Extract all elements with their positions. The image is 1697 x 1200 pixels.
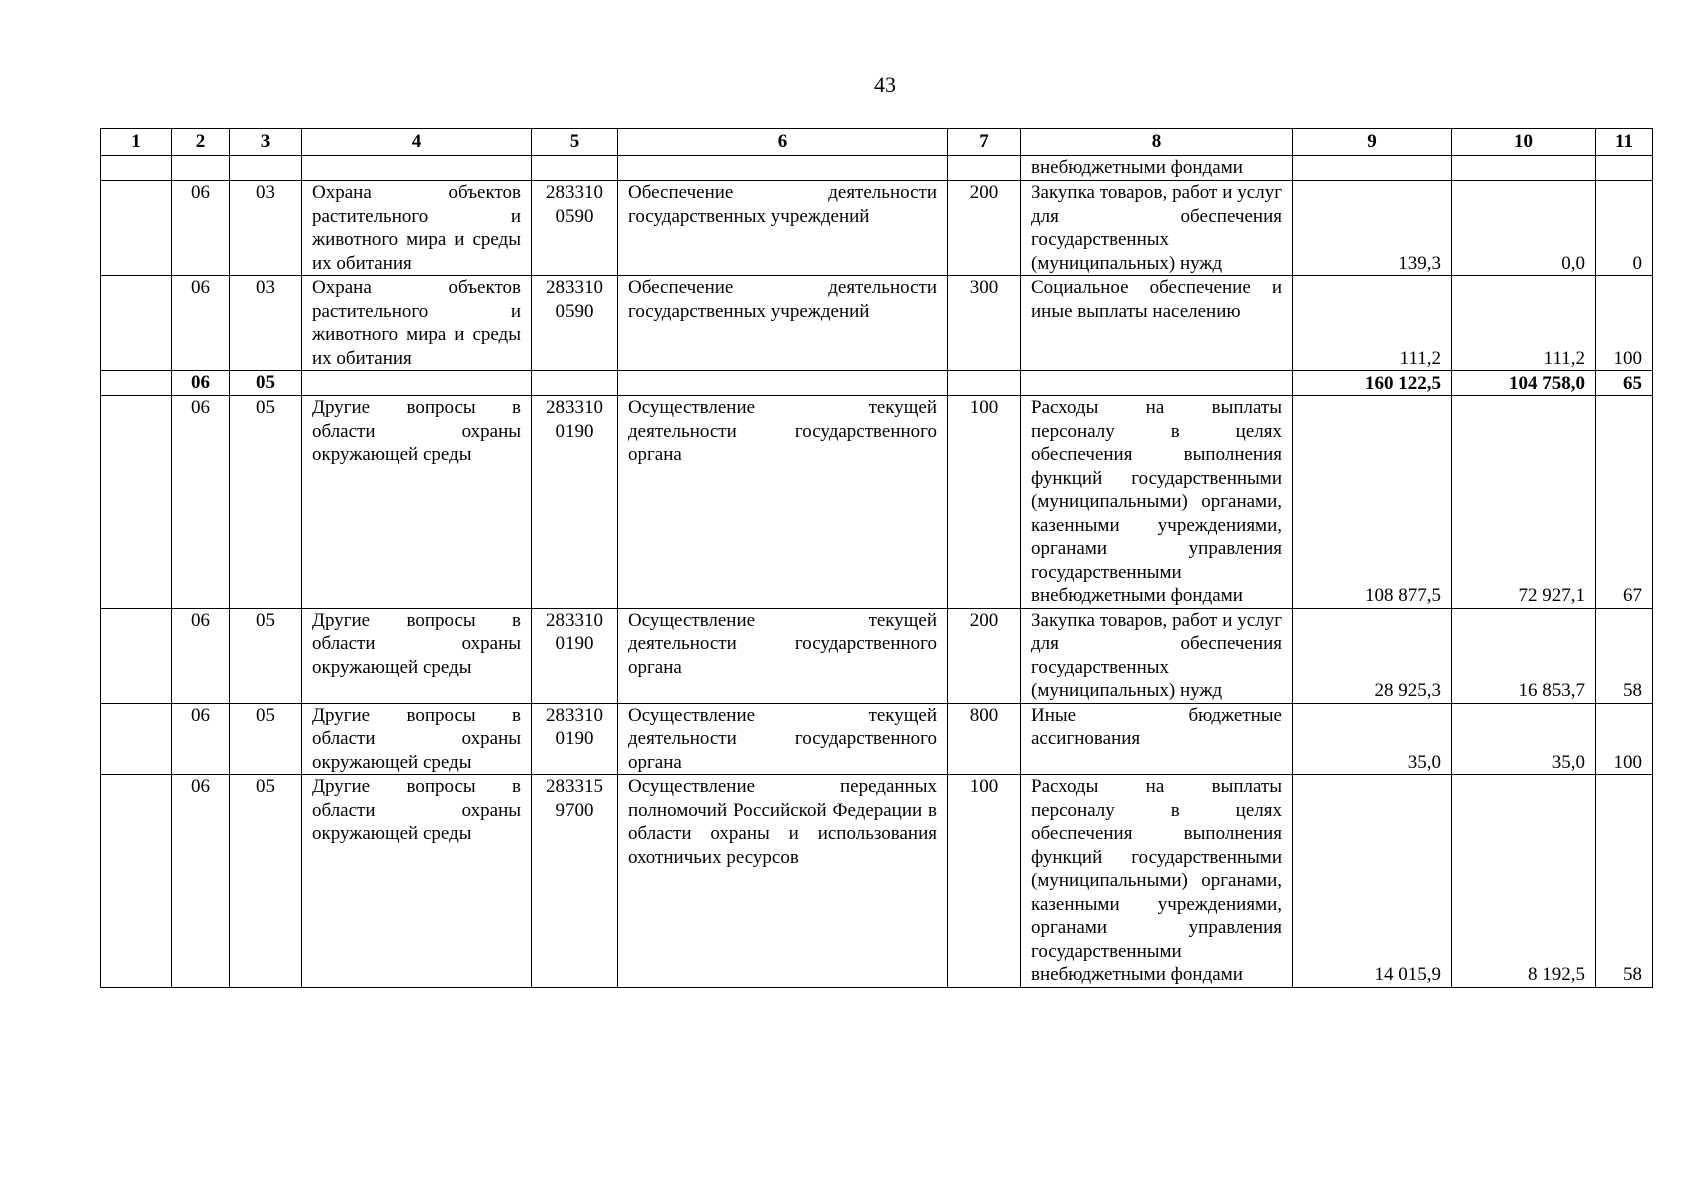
column-header: 2: [172, 129, 230, 156]
cell-target-name: Осуществление текущей деятельности государственного органа: [618, 396, 948, 609]
page-number: 43: [874, 72, 896, 97]
cell-plan: 111,2: [1293, 276, 1452, 371]
cell-actual: 16 853,7: [1452, 608, 1596, 703]
cell: [948, 156, 1021, 181]
cell-section: 06: [172, 371, 230, 396]
cell-target-code: 2833100190: [532, 703, 618, 775]
column-header: 7: [948, 129, 1021, 156]
cell-subsection: 05: [230, 775, 302, 988]
cell-target-name: Обеспечение деятельности государственных учреждений: [618, 181, 948, 276]
cell-subsection: 05: [230, 608, 302, 703]
cell-expense-name: Расходы на выплаты персоналу в целях обеспечения выполнения функций государственными (муниципальными) органами, казенными учреждениями, органами управления государственными внебюджетными фондами: [1021, 775, 1293, 988]
cell-percent: 0: [1596, 181, 1653, 276]
cell-target-code: 2833100190: [532, 396, 618, 609]
cell-plan: 28 925,3: [1293, 608, 1452, 703]
cell-expense-type: 800: [948, 703, 1021, 775]
cell-percent: 100: [1596, 276, 1653, 371]
cell-section: 06: [172, 181, 230, 276]
cell-subsection: 03: [230, 276, 302, 371]
cell-col1: [101, 276, 172, 371]
table-row: [101, 703, 1653, 775]
table-row: [101, 775, 1653, 988]
cell-col1: [101, 396, 172, 609]
cell-expense-name: Закупка товаров, работ и услуг для обеспечения государственных (муниципальных) нужд: [1021, 608, 1293, 703]
cell-expense-name: Расходы на выплаты персоналу в целях обеспечения выполнения функций государственными (муниципальными) органами, казенными учреждениями, органами управления государственными внебюджетными фондами: [1021, 396, 1293, 609]
cell-actual: 72 927,1: [1452, 396, 1596, 609]
cell-percent: 58: [1596, 775, 1653, 988]
column-header: 11: [1596, 129, 1653, 156]
cell-target-code: 2833100190: [532, 608, 618, 703]
cell-expense-name: Закупка товаров, работ и услуг для обеспечения государственных (муниципальных) нужд: [1021, 181, 1293, 276]
cell-plan: 35,0: [1293, 703, 1452, 775]
cell-actual: 8 192,5: [1452, 775, 1596, 988]
table-row: [101, 608, 1653, 703]
cell-expense-type: 200: [948, 608, 1021, 703]
cell-expense-type: 200: [948, 181, 1021, 276]
column-header: 8: [1021, 129, 1293, 156]
cell-subsection-name: Другие вопросы в области охраны окружающей среды: [302, 396, 532, 609]
cell-expense-type: 100: [948, 775, 1021, 988]
cell-actual: 104 758,0: [1452, 371, 1596, 396]
column-header: 3: [230, 129, 302, 156]
cell-percent: 100: [1596, 703, 1653, 775]
cell-target-name: Осуществление переданных полномочий Российской Федерации в области охраны и использования охотничьих ресурсов: [618, 775, 948, 988]
cell-subsection-name: Охрана объектов растительного и животного мира и среды их обитания: [302, 181, 532, 276]
cell-col1: [101, 181, 172, 276]
cell: [532, 371, 618, 396]
column-header: 10: [1452, 129, 1596, 156]
cell: [230, 156, 302, 181]
cell-target-name: Обеспечение деятельности государственных учреждений: [618, 276, 948, 371]
cell-plan: 160 122,5: [1293, 371, 1452, 396]
cell-target-name: Осуществление текущей деятельности государственного органа: [618, 608, 948, 703]
cell-percent: 67: [1596, 396, 1653, 609]
column-header: 6: [618, 129, 948, 156]
cell-target-name: Осуществление текущей деятельности государственного органа: [618, 703, 948, 775]
table-row: [101, 276, 1653, 371]
cell-col1: [101, 608, 172, 703]
cell-subsection: 05: [230, 396, 302, 609]
cell-percent: 65: [1596, 371, 1653, 396]
header-row: [101, 129, 1653, 156]
column-header: 4: [302, 129, 532, 156]
cell: [1293, 156, 1452, 181]
cell-subsection-name: Другие вопросы в области охраны окружающей среды: [302, 775, 532, 988]
cell-subsection: 05: [230, 371, 302, 396]
column-header: 5: [532, 129, 618, 156]
cell: [948, 371, 1021, 396]
cell: [1596, 156, 1653, 181]
cell-target-code: 2833100590: [532, 181, 618, 276]
cell-subsection: 05: [230, 703, 302, 775]
cell-col1: [101, 371, 172, 396]
subtotal-row: [101, 371, 1653, 396]
cell: [172, 156, 230, 181]
continuation-row: [101, 156, 1653, 181]
cell-subsection-name: Другие вопросы в области охраны окружающей среды: [302, 608, 532, 703]
cell-expense-name: Иные бюджетные ассигнования: [1021, 703, 1293, 775]
cell-description: внебюджетными фондами: [1021, 156, 1293, 181]
table-row: [101, 396, 1653, 609]
cell-target-code: 2833159700: [532, 775, 618, 988]
cell-col1: [101, 775, 172, 988]
cell: [618, 371, 948, 396]
column-header: 9: [1293, 129, 1452, 156]
cell-section: 06: [172, 703, 230, 775]
cell-subsection: 03: [230, 181, 302, 276]
cell: [1021, 371, 1293, 396]
cell-percent: 58: [1596, 608, 1653, 703]
cell-section: 06: [172, 276, 230, 371]
cell-section: 06: [172, 608, 230, 703]
cell-section: 06: [172, 396, 230, 609]
cell-plan: 108 877,5: [1293, 396, 1452, 609]
cell: [618, 156, 948, 181]
cell-target-code: 2833100590: [532, 276, 618, 371]
budget-table: [100, 128, 1653, 988]
cell-actual: 111,2: [1452, 276, 1596, 371]
cell: [302, 156, 532, 181]
cell-plan: 139,3: [1293, 181, 1452, 276]
cell-expense-name: Социальное обеспечение и иные выплаты населению: [1021, 276, 1293, 371]
cell-plan: 14 015,9: [1293, 775, 1452, 988]
cell: [302, 371, 532, 396]
cell-subsection-name: Охрана объектов растительного и животного мира и среды их обитания: [302, 276, 532, 371]
cell-col1: [101, 703, 172, 775]
cell-subsection-name: Другие вопросы в области охраны окружающей среды: [302, 703, 532, 775]
cell: [101, 156, 172, 181]
cell-expense-type: 300: [948, 276, 1021, 371]
cell-actual: 35,0: [1452, 703, 1596, 775]
cell: [532, 156, 618, 181]
table-row: [101, 181, 1653, 276]
cell-actual: 0,0: [1452, 181, 1596, 276]
cell: [1452, 156, 1596, 181]
column-header: 1: [101, 129, 172, 156]
cell-section: 06: [172, 775, 230, 988]
cell-expense-type: 100: [948, 396, 1021, 609]
